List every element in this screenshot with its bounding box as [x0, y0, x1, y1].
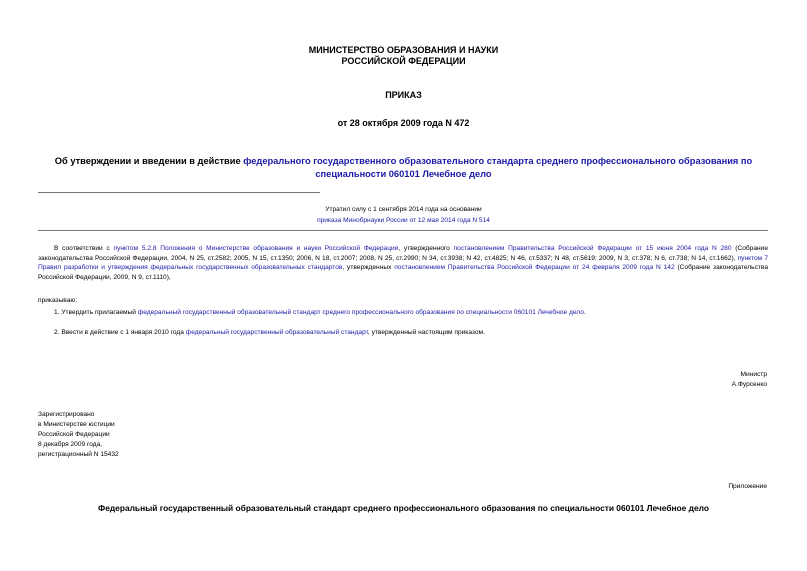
preamble-text-4: , утвержденных — [342, 264, 395, 272]
order-item-2-suffix: , утвержденный настоящим приказом. — [367, 329, 485, 336]
rules-item-7-link[interactable]: пунктом 7 Правил разработки и утверждения федеральных государственных образовательных стандартов — [38, 254, 768, 272]
registration-line: Зарегистрировано — [38, 411, 95, 418]
signatory-position: Министр — [740, 371, 767, 378]
order-item-1-prefix: 1. Утвердить прилагаемый — [54, 309, 138, 316]
ministry-name-line2: РОССИЙСКОЙ ФЕДЕРАЦИИ — [341, 56, 466, 66]
preamble-text-1: В соответствии с — [54, 245, 114, 252]
ministry-regulation-link[interactable]: пунктом 5.2.8 Положения о Министерстве образования и науки Российской Федерации — [113, 245, 399, 252]
order-verb: приказываю: — [38, 297, 78, 304]
order-item-1-suffix: . — [583, 309, 586, 316]
divider-bottom — [38, 230, 768, 231]
order-item-2 — [54, 328, 768, 338]
preamble-text-2: , утвержденного — [398, 245, 454, 252]
ministry-name-line1: МИНИСТЕРСТВО ОБРАЗОВАНИЯ И НАУКИ — [308, 45, 499, 55]
divider-top — [38, 192, 320, 193]
standard-link-item-1[interactable]: федеральный государственный образовательный стандарт среднего профессионального образования по специальности 060101 Лечебное дело — [137, 309, 584, 316]
doc-type: ПРИКАЗ — [385, 90, 422, 100]
order-item-2-prefix: 2. Ввести в действие с 1 января 2010 года — [54, 329, 186, 336]
doc-title-prefix: Об утверждении и введении в действие — [54, 156, 244, 166]
status-link-wrap — [0, 216, 807, 226]
status-line: Утратил силу с 1 сентября 2014 года на основании — [325, 206, 482, 213]
standard-title-link-cont[interactable]: специальности 060101 Лечебное дело — [315, 169, 492, 179]
order-item-1 — [54, 308, 768, 318]
government-decree-142-link[interactable]: постановлением Правительства Российской Федерации от 24 февраля 2009 года N 142 — [394, 264, 675, 272]
repeal-order-link[interactable]: приказа Минобрнауки России от 12 мая 2014 года N 514 — [317, 217, 490, 224]
registration-line: регистрационный N 15432 — [38, 451, 119, 458]
doc-date: от 28 октября 2009 года N 472 — [337, 118, 470, 128]
preamble-text-3: (Собрание законодательства Российской Федерации, 2004, N 25, ст.2582; 2005, N 15, ст.1350; 2006, N 18, ст.2007; 2008, N 25, ст.2990; N 34, ст.3938; N 42, ст.4825; N 46, ст.5337; N 48, ст.5619; 2009, N 3, ст.378; N 6, ст.738; N 14, ст.1662), — [38, 245, 768, 262]
registration-line: 8 декабря 2009 года, — [38, 441, 103, 448]
government-decree-280-link[interactable]: постановлением Правительства Российской Федерации от 15 июня 2004 года N 280 — [453, 245, 732, 252]
preamble-text-5: (Собрание законодательства Российской Федерации, 2009, N 9, ст.1110), — [38, 264, 768, 281]
registration-line: Российской Федерации — [38, 431, 110, 438]
signatory-name: А.Фурсенко — [731, 381, 767, 388]
standard-link-item-2[interactable]: федеральный государственный образовательный стандарт — [185, 329, 368, 336]
appendix-title: Федеральный государственный образовательный стандарт среднего профессионального образования по специальности 060101 Лечебное дело — [98, 503, 709, 513]
doc-title — [0, 155, 807, 181]
standard-title-link[interactable]: федерального государственного образовательного стандарта среднего профессионального образования по — [243, 156, 753, 166]
registration-line: в Министерстве юстиции — [38, 421, 115, 428]
preamble-paragraph — [38, 244, 768, 282]
appendix-label: Приложение — [728, 483, 767, 490]
